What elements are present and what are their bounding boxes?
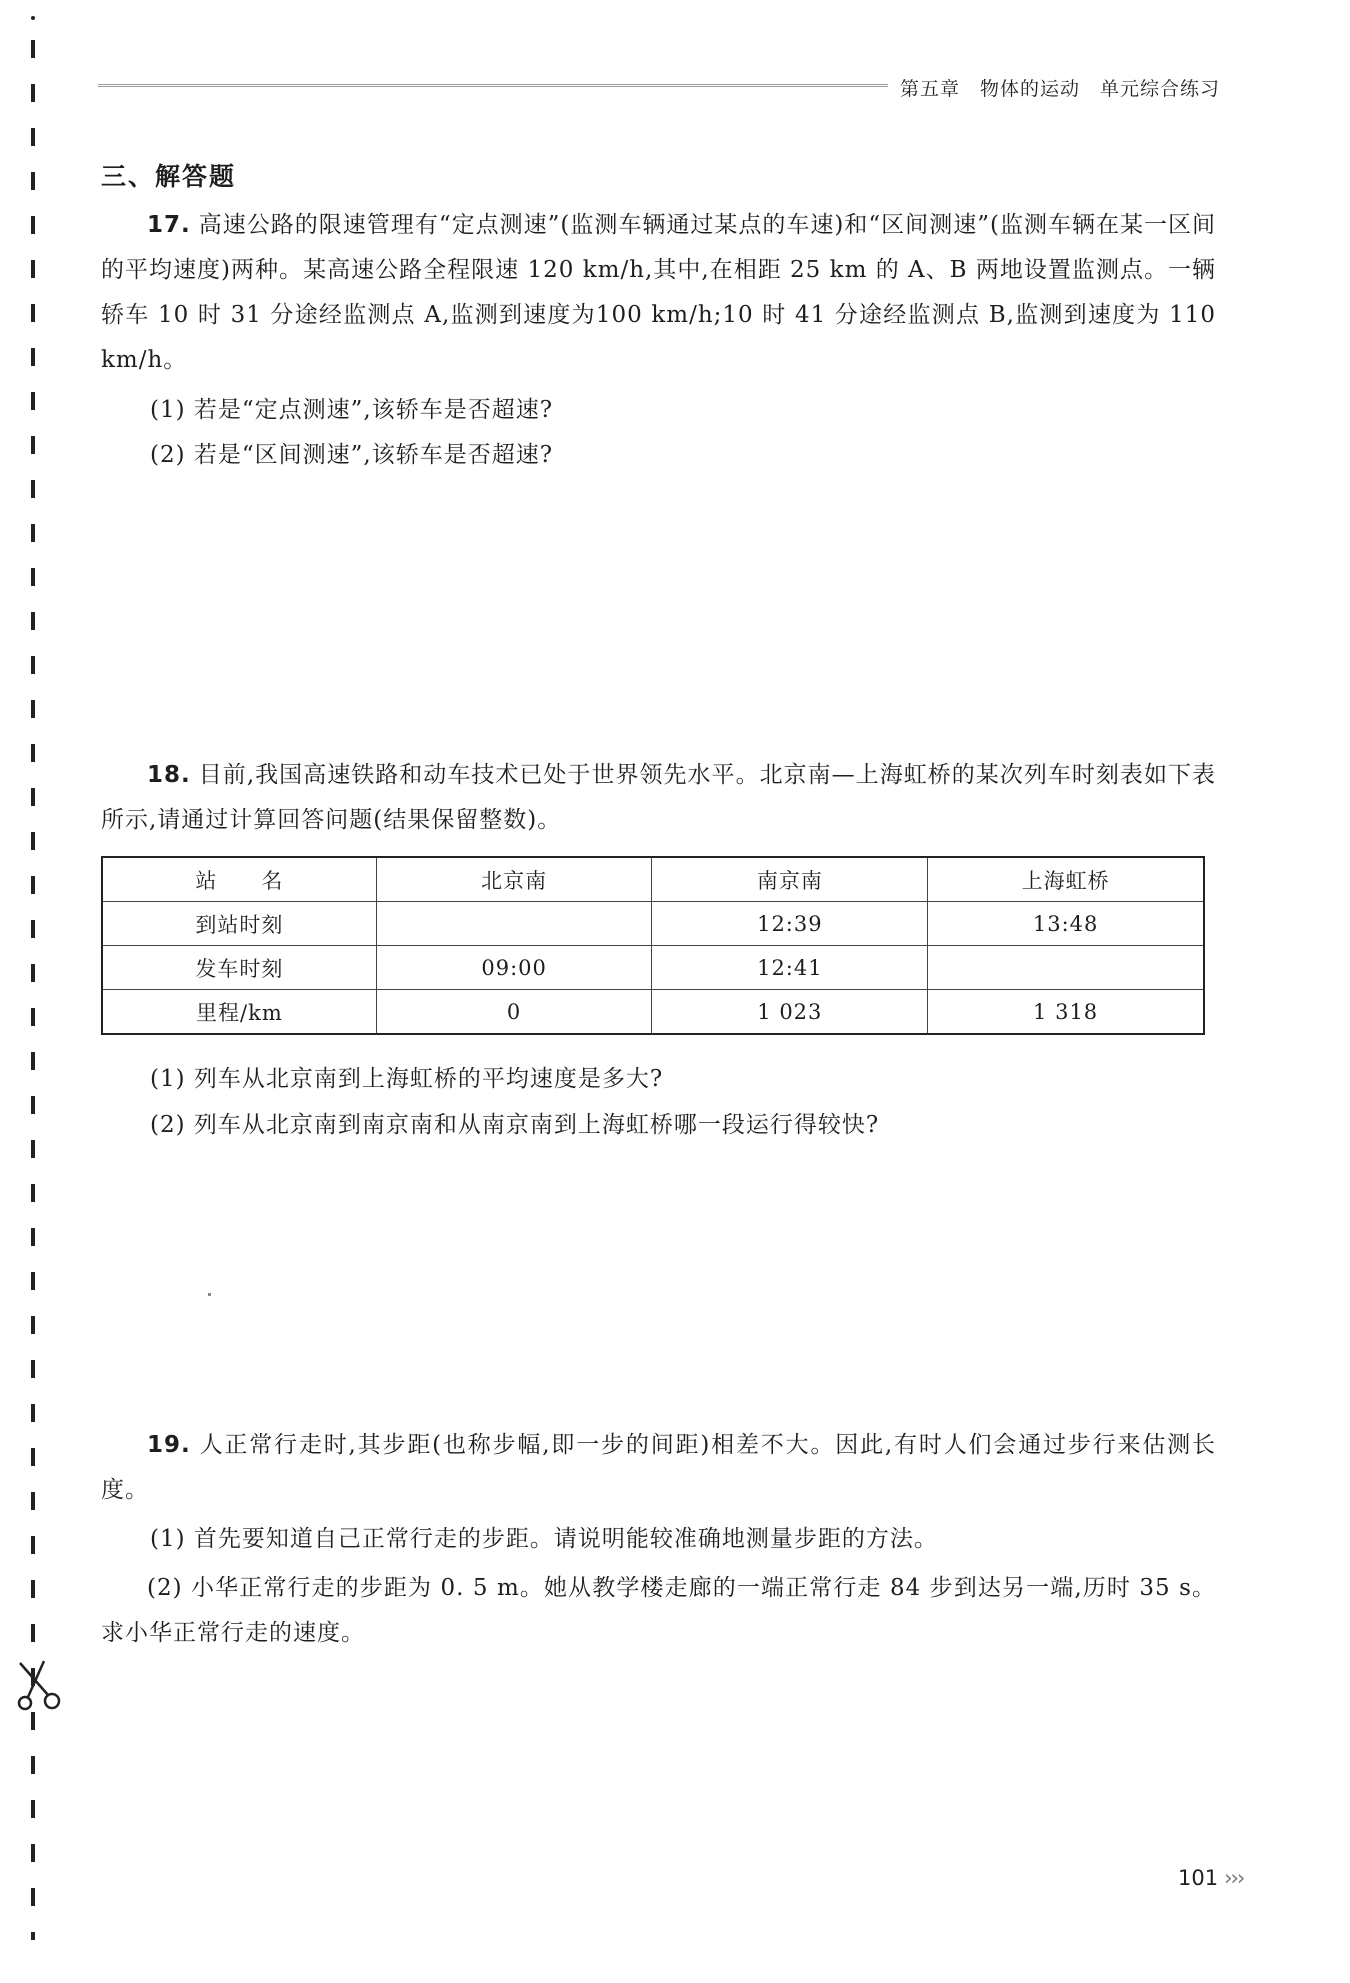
question-19-part-1: (1) 首先要知道自己正常行走的步距。请说明能较准确地测量步距的方法。: [150, 1526, 938, 1552]
print-speck: [208, 1293, 211, 1296]
table-header-cell: 站 名: [102, 857, 376, 902]
table-row: [102, 946, 1204, 990]
table-cell: 09:00: [376, 946, 652, 990]
question-19-part-2-text: (2) 小华正常行走的步距为 0. 5 m。她从教学楼走廊的一端正常行走 84 步到达另一端,历时 35 s。求小华正常行走的速度。: [101, 1575, 1216, 1646]
scissors-icon: [14, 1655, 64, 1715]
table-cell: 发车时刻: [102, 946, 376, 990]
page-number: [1178, 1866, 1243, 1890]
cut-line-dot: [31, 16, 35, 20]
table-cell: [376, 902, 652, 946]
chapter-header: 第五章 物体的运动 单元综合练习: [900, 78, 1221, 100]
question-number: 18.: [147, 762, 191, 788]
page-number-value: 101: [1178, 1866, 1219, 1890]
table-cell: 12:41: [652, 946, 928, 990]
table-header-cell: 北京南: [376, 857, 652, 902]
table-cell: 到站时刻: [102, 902, 376, 946]
section-title: 三、解答题: [101, 162, 237, 191]
table-header-cell: 上海虹桥: [928, 857, 1204, 902]
question-19: [101, 1423, 1216, 1513]
question-17-part-1: (1) 若是“定点测速”,该轿车是否超速?: [150, 397, 554, 423]
question-19-part-2: [101, 1566, 1216, 1656]
table-header-cell: 南京南: [652, 857, 928, 902]
table-cell: 1 318: [928, 990, 1204, 1035]
table-cell: 12:39: [652, 902, 928, 946]
header-rule: [98, 84, 888, 87]
question-18: [101, 753, 1216, 843]
table-cell: 1 023: [652, 990, 928, 1035]
question-18-part-1: (1) 列车从北京南到上海虹桥的平均速度是多大?: [150, 1066, 664, 1092]
table-row: [102, 990, 1204, 1035]
question-stem: 人正常行走时,其步距(也称步幅,即一步的间距)相差不大。因此,有时人们会通过步行来估测长度。: [101, 1432, 1216, 1503]
table-cell: 里程/km: [102, 990, 376, 1035]
table-cell: [928, 946, 1204, 990]
question-17: [101, 203, 1216, 383]
question-17-part-2: (2) 若是“区间测速”,该轿车是否超速?: [150, 442, 554, 468]
question-18-part-2: (2) 列车从北京南到南京南和从南京南到上海虹桥哪一段运行得较快?: [150, 1112, 880, 1138]
table-cell: 13:48: [928, 902, 1204, 946]
question-number: 17.: [147, 212, 191, 238]
table-cell: 0: [376, 990, 652, 1035]
train-timetable: [101, 856, 1205, 1035]
question-stem: 高速公路的限速管理有“定点测速”(监测车辆通过某点的车速)和“区间测速”(监测车辆在某一区间的平均速度)两种。某高速公路全程限速 120 km/h,其中,在相距 25 km 的 A、B 两地设置监测点。一辆轿车 10 时 31 分途经监测点 A,监测到速度为100 km/h;10 时 41 分途经监测点 B,监测到速度为 110 km/h。: [101, 212, 1216, 373]
table-row: [102, 902, 1204, 946]
question-stem: 目前,我国高速铁路和动车技术已处于世界领先水平。北京南—上海虹桥的某次列车时刻表如下表所示,请通过计算回答问题(结果保留整数)。: [101, 762, 1216, 833]
page-arrows-icon: ›››: [1224, 1866, 1244, 1890]
table-header-row: [102, 857, 1204, 902]
question-number: 19.: [147, 1432, 191, 1458]
